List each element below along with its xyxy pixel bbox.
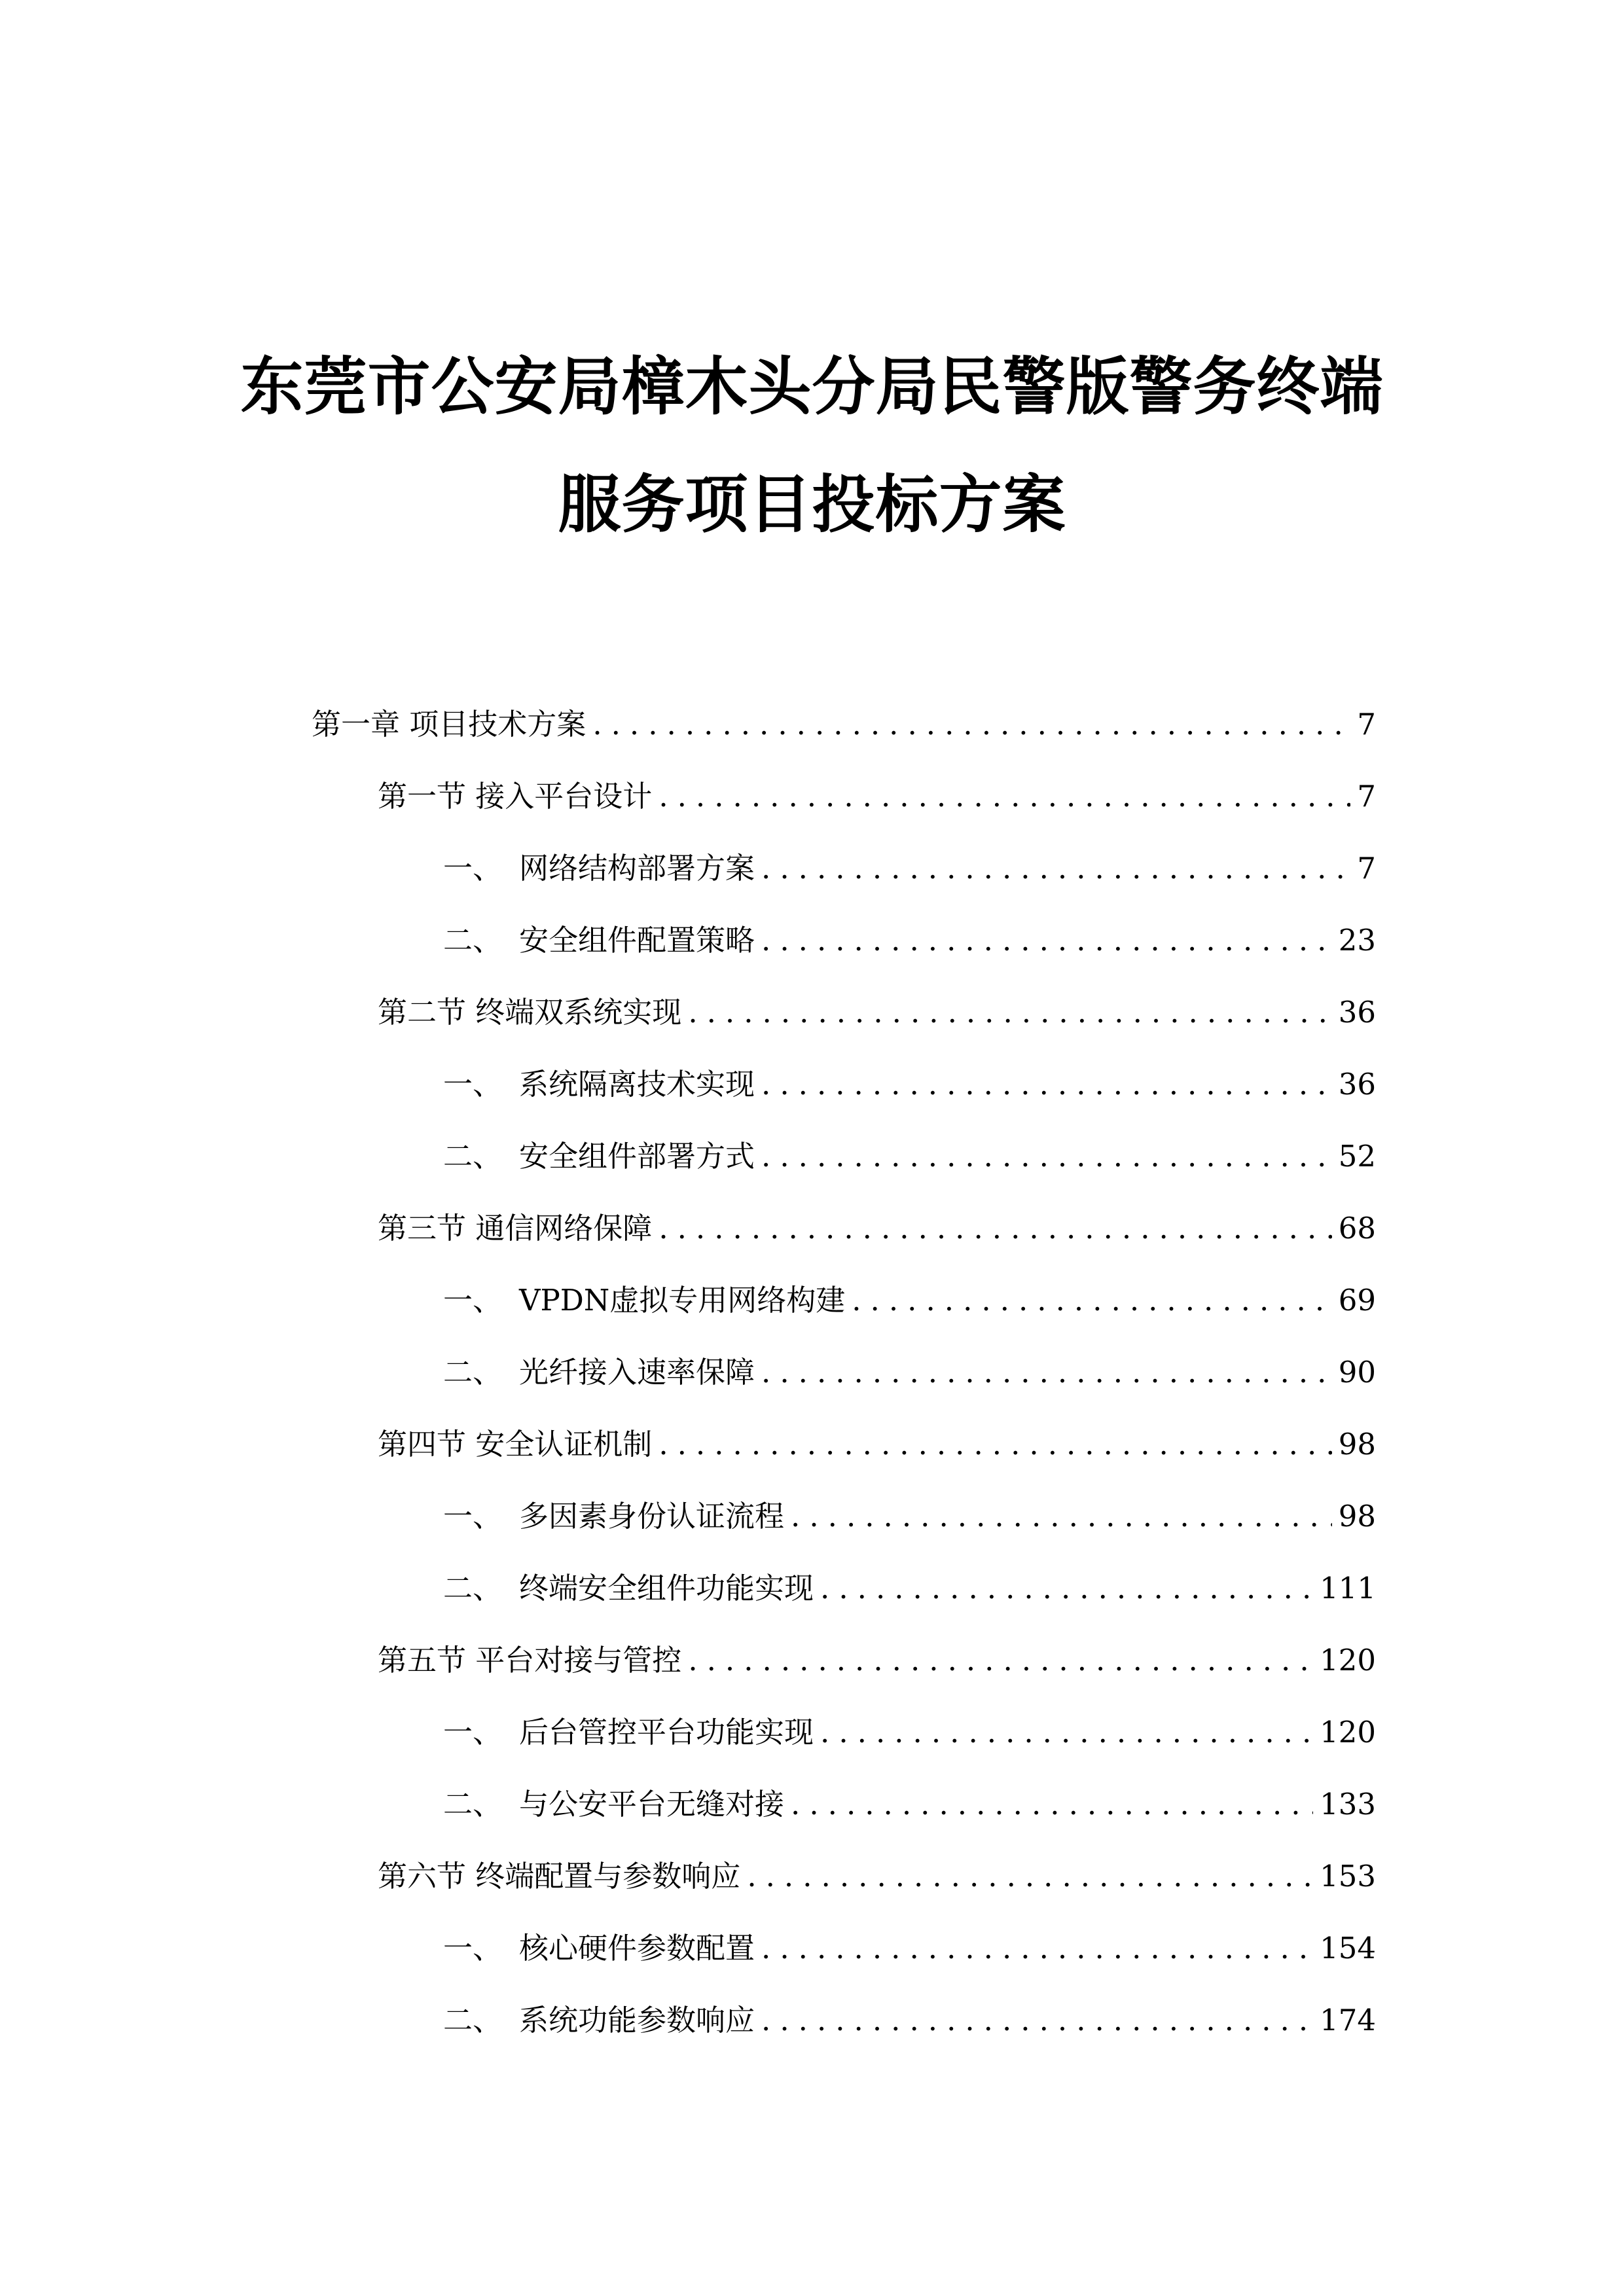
toc-entry-number: 一、	[443, 851, 503, 886]
toc-entry-label: 后台管控平台功能实现	[519, 1715, 814, 1749]
toc-entry-number: 二、	[443, 1787, 503, 1821]
toc-entry-number: 二、	[443, 1355, 503, 1390]
document-title-line-1: 东莞市公安局樟木头分局民警版警务终端	[240, 350, 1384, 423]
toc-entry[interactable]	[312, 1636, 1376, 1708]
toc-entry-label: 第一章 项目技术方案	[312, 707, 586, 742]
toc-entry-page: 120	[1320, 1715, 1376, 1749]
toc-entry-number: 二、	[443, 2003, 503, 2037]
dot-leader	[820, 1571, 1313, 1605]
toc-entry-page: 7	[1357, 779, 1376, 814]
toc-entry-page: 69	[1338, 1283, 1376, 1318]
dot-leader	[761, 1139, 1332, 1174]
toc-entry-label: 第四节 安全认证机制	[378, 1427, 653, 1462]
toc-entry-label: 安全组件配置策略	[519, 923, 755, 958]
toc-entry[interactable]	[312, 1852, 1376, 1924]
toc-entry-page: 120	[1320, 1643, 1376, 1677]
toc-entry[interactable]	[312, 1780, 1376, 1852]
toc-entry[interactable]	[312, 1204, 1376, 1276]
table-of-contents	[312, 700, 1376, 2068]
dot-leader	[852, 1283, 1331, 1318]
toc-entry[interactable]	[312, 1924, 1376, 1996]
toc-entry-number: 一、	[443, 1283, 503, 1318]
toc-entry-number: 二、	[443, 923, 503, 958]
toc-entry-label: 终端安全组件功能实现	[519, 1571, 814, 1605]
dot-leader	[659, 1211, 1331, 1246]
dot-leader	[659, 1427, 1331, 1462]
toc-entry-page: 7	[1357, 851, 1376, 886]
toc-entry[interactable]	[312, 1708, 1376, 1780]
toc-entry-page: 23	[1338, 923, 1376, 958]
toc-entry-page: 174	[1320, 2003, 1376, 2037]
toc-entry-label: 第一节 接入平台设计	[378, 779, 653, 814]
dot-leader	[761, 851, 1350, 886]
toc-entry[interactable]	[312, 1996, 1376, 2068]
toc-entry-page: 98	[1338, 1499, 1376, 1534]
toc-entry-number: 二、	[443, 1571, 503, 1605]
toc-entry-label: 光纤接入速率保障	[519, 1355, 755, 1390]
dot-leader	[761, 1067, 1332, 1102]
toc-entry-page: 90	[1338, 1355, 1376, 1390]
toc-entry[interactable]	[312, 700, 1376, 772]
toc-entry[interactable]	[312, 1276, 1376, 1348]
toc-entry-page: 68	[1338, 1211, 1376, 1246]
toc-entry-label: 第六节 终端配置与参数响应	[378, 1859, 741, 1893]
toc-entry-label: 与公安平台无缝对接	[519, 1787, 785, 1821]
toc-entry-page: 52	[1338, 1139, 1376, 1174]
dot-leader	[592, 707, 1350, 742]
dot-leader	[761, 1355, 1332, 1390]
toc-entry[interactable]	[312, 988, 1376, 1060]
dot-leader	[688, 1643, 1313, 1677]
toc-entry-page: 36	[1338, 995, 1376, 1030]
toc-entry[interactable]	[312, 1348, 1376, 1420]
toc-entry-number: 一、	[443, 1499, 503, 1534]
toc-entry[interactable]	[312, 1420, 1376, 1492]
toc-entry[interactable]	[312, 916, 1376, 988]
toc-entry-label: VPDN虚拟专用网络构建	[519, 1283, 846, 1318]
dot-leader	[791, 1787, 1313, 1821]
toc-entry-label: 系统功能参数响应	[519, 2003, 755, 2037]
toc-entry-page: 133	[1320, 1787, 1376, 1821]
dot-leader	[791, 1499, 1332, 1534]
toc-entry-page: 98	[1338, 1427, 1376, 1462]
toc-entry-label: 系统隔离技术实现	[519, 1067, 755, 1102]
toc-entry-number: 一、	[443, 1067, 503, 1102]
toc-entry[interactable]	[312, 1132, 1376, 1204]
toc-entry-label: 多因素身份认证流程	[519, 1499, 785, 1534]
toc-entry-label: 第二节 终端双系统实现	[378, 995, 682, 1030]
toc-entry-label: 第五节 平台对接与管控	[378, 1643, 682, 1677]
toc-entry-label: 网络结构部署方案	[519, 851, 755, 886]
toc-entry-label: 第三节 通信网络保障	[378, 1211, 653, 1246]
toc-entry-page: 36	[1338, 1067, 1376, 1102]
document-title-line-2: 服务项目投标方案	[558, 468, 1066, 541]
toc-entry-label: 核心硬件参数配置	[519, 1931, 755, 1965]
dot-leader	[820, 1715, 1313, 1749]
toc-entry[interactable]	[312, 1564, 1376, 1636]
dot-leader	[688, 995, 1331, 1030]
toc-entry[interactable]	[312, 1492, 1376, 1564]
toc-entry-page: 154	[1320, 1931, 1376, 1965]
toc-entry-label: 安全组件部署方式	[519, 1139, 755, 1174]
toc-entry[interactable]	[312, 1060, 1376, 1132]
dot-leader	[747, 1859, 1313, 1893]
toc-entry-page: 111	[1320, 1571, 1376, 1605]
dot-leader	[761, 923, 1332, 958]
toc-entry-number: 二、	[443, 1139, 503, 1174]
toc-entry[interactable]	[312, 772, 1376, 844]
dot-leader	[761, 1931, 1313, 1965]
toc-entry[interactable]	[312, 844, 1376, 916]
dot-leader	[761, 2003, 1313, 2037]
toc-entry-page: 153	[1320, 1859, 1376, 1893]
dot-leader	[659, 779, 1350, 814]
toc-entry-page: 7	[1357, 707, 1376, 742]
toc-entry-number: 一、	[443, 1715, 503, 1749]
toc-entry-number: 一、	[443, 1931, 503, 1965]
